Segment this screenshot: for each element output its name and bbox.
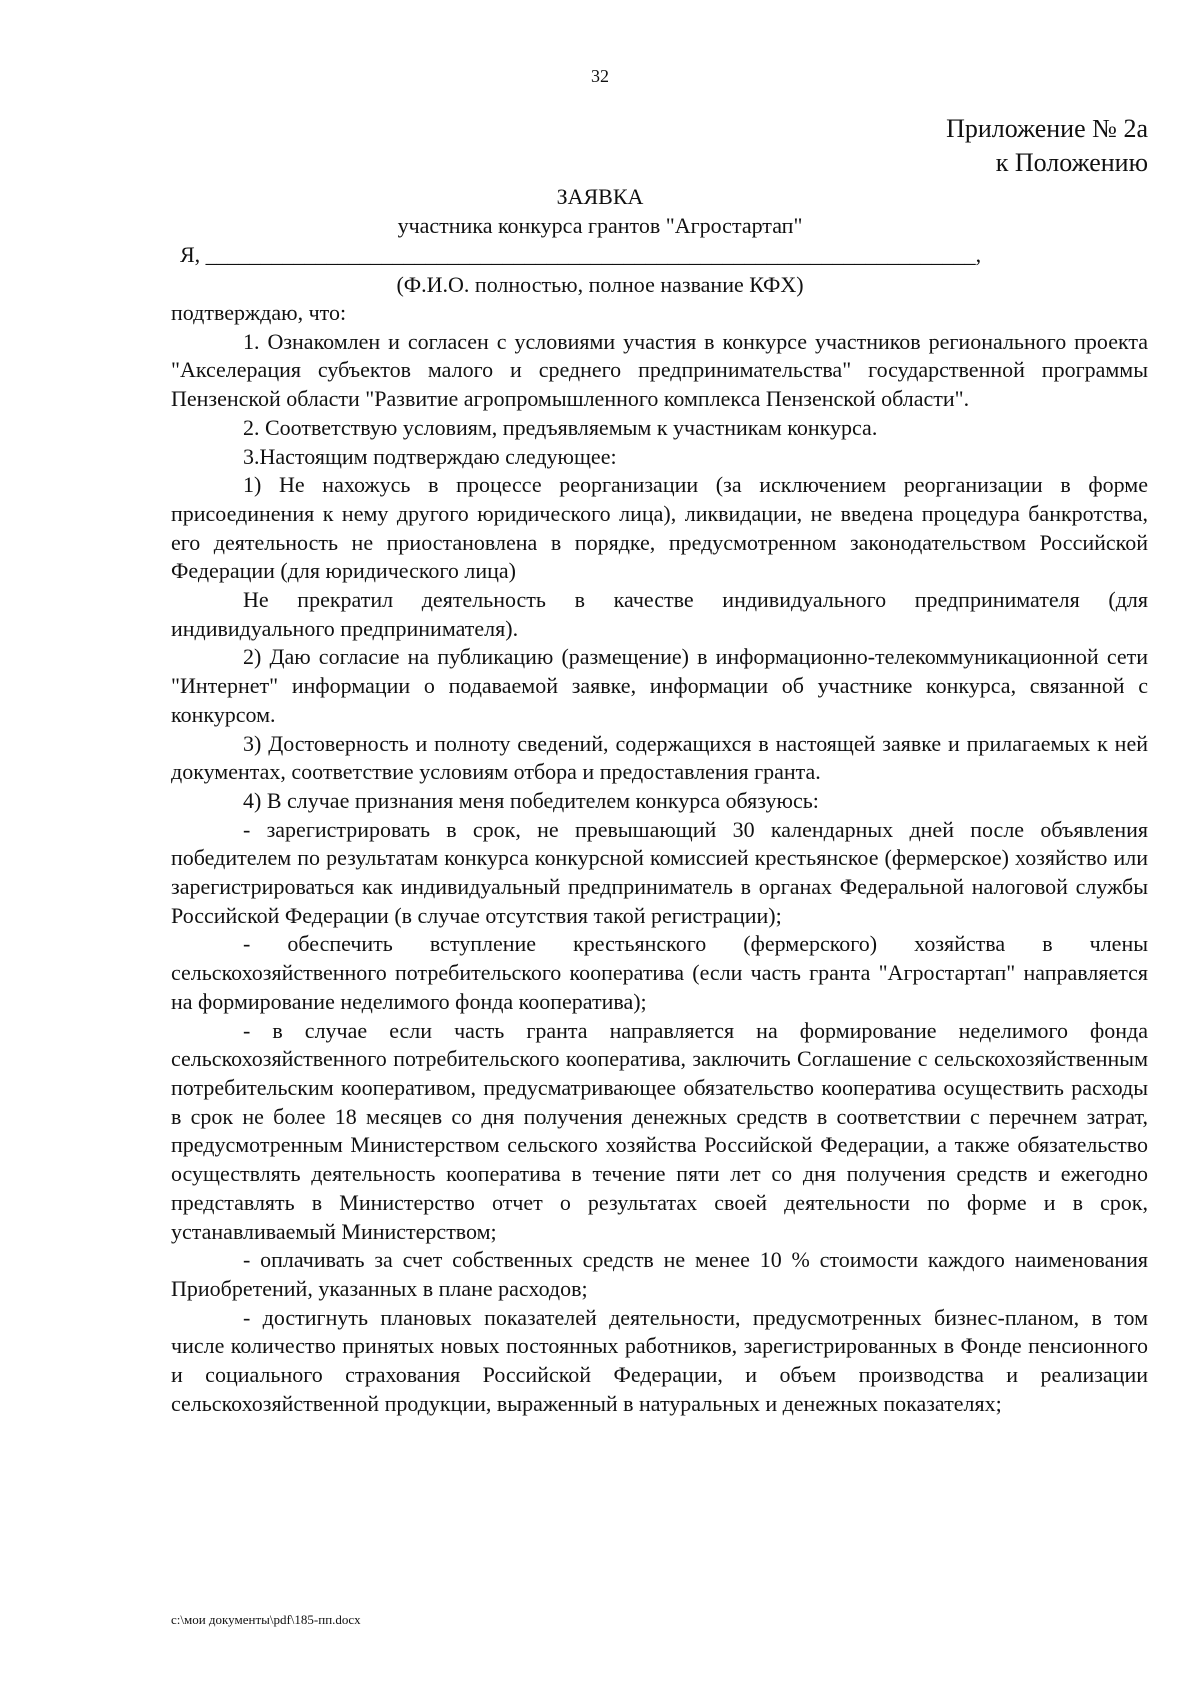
appendix-reference: [946, 112, 1148, 180]
paragraph: подтверждаю, что:: [171, 300, 347, 325]
paragraph: Не прекратил деятельность в качестве индивидуального предпринимателя (для индивидуального предпринимателя).: [171, 587, 1148, 641]
appendix-number: Приложение № 2а: [946, 114, 1148, 143]
applicant-name-line: Я, ______________________________________________________________________,: [180, 242, 982, 267]
paragraph: 3.Настоящим подтверждаю следующее:: [243, 443, 617, 469]
paragraph: 1. Ознакомлен и согласен с условиями участия в конкурсе участников регионального проекта "Акселерация субъектов малого и среднего предпринимательства" государственной программы Пензенской области "Развитие агропромышленного комплекса Пензенской области".: [171, 328, 1148, 412]
paragraph: - зарегистрировать в срок, не превышающий 30 календарных дней после объявления победителем по результатам конкурса конкурсной комиссией крестьянское (фермерское) хозяйство или зарегистрироваться как индивидуальный предприниматель в органах Федеральной налоговой службы Российской Федерации (в случае отсутствия такой регистрации);: [171, 816, 1148, 928]
paragraph: 2) Даю согласие на публикацию (размещение) в информационно-телекоммуникационной сети "Интернет" информации о подаваемой заявке, информации об участнике конкурса, связанной с конкурсом.: [171, 644, 1148, 727]
paragraph: 3) Достоверность и полноту сведений, содержащихся в настоящей заявке и прилагаемых к ней документах, соответствие условиям отбора и предоставления гранта.: [171, 730, 1148, 785]
paragraph: 1) Не нахожусь в процессе реорганизации (за исключением реорганизации в форме присоединения к нему другого юридического лица), ликвидации, не введена процедура банкротства, его деятельность не приостановлена в порядке, предусмотренном законодательством Российской Федерации (для юридического лица): [171, 472, 1148, 584]
paragraph: - в случае если часть гранта направляется на формирование неделимого фонда сельскохозяйственного потребительского кооператива, заключить Соглашение с сельскохозяйственным потребительским кооперативом, предусматривающее обязательство кооператива осуществить расходы в срок не более 18 месяцев со дня получения денежных средств в соответствии с перечнем затрат, предусмотренным Министерством сельского хозяйства Российской Федерации, а также обязательство осуществлять деятельность кооператива в течение пяти лет со дня получения средств и ежегодно представлять в Министерство отчет о результатах своей деятельности по форме и в срок, устанавливаемый Министерством;: [171, 1017, 1148, 1244]
paragraph: - обеспечить вступление крестьянского (фермерского) хозяйства в члены сельскохозяйственного потребительского кооператива (если часть гранта "Агростартап" направляется на формирование неделимого фонда кооператива);: [171, 931, 1148, 1014]
page-number: 32: [591, 66, 609, 86]
document-title: ЗАЯВКА: [556, 184, 644, 209]
paragraph: 2. Соответствую условиям, предъявляемым к участникам конкурса.: [243, 414, 878, 440]
document-subtitle: участника конкурса грантов "Агростартап": [397, 213, 803, 238]
paragraph: - оплачивать за счет собственных средств не менее 10 % стоимости каждого наименования Приобретений, указанных в плане расходов;: [171, 1247, 1148, 1301]
appendix-target: к Положению: [995, 148, 1148, 177]
paragraph: 4) В случае признания меня победителем конкурса обязуюсь:: [243, 787, 819, 813]
file-path-footer: c:\мои документы\pdf\185-пп.docx: [171, 1612, 361, 1627]
applicant-name-caption: (Ф.И.О. полностью, полное название КФХ): [396, 272, 804, 297]
paragraph: - достигнуть плановых показателей деятельности, предусмотренных бизнес-планом, в том числе количество принятых новых постоянных работников, зарегистрированных в Фонде пенсионного и социального страхования Российской Федерации, и объем производства и реализации сельскохозяйственной продукции, выраженный в натуральных и денежных показателях;: [171, 1304, 1148, 1416]
document-body: [171, 299, 1148, 1418]
